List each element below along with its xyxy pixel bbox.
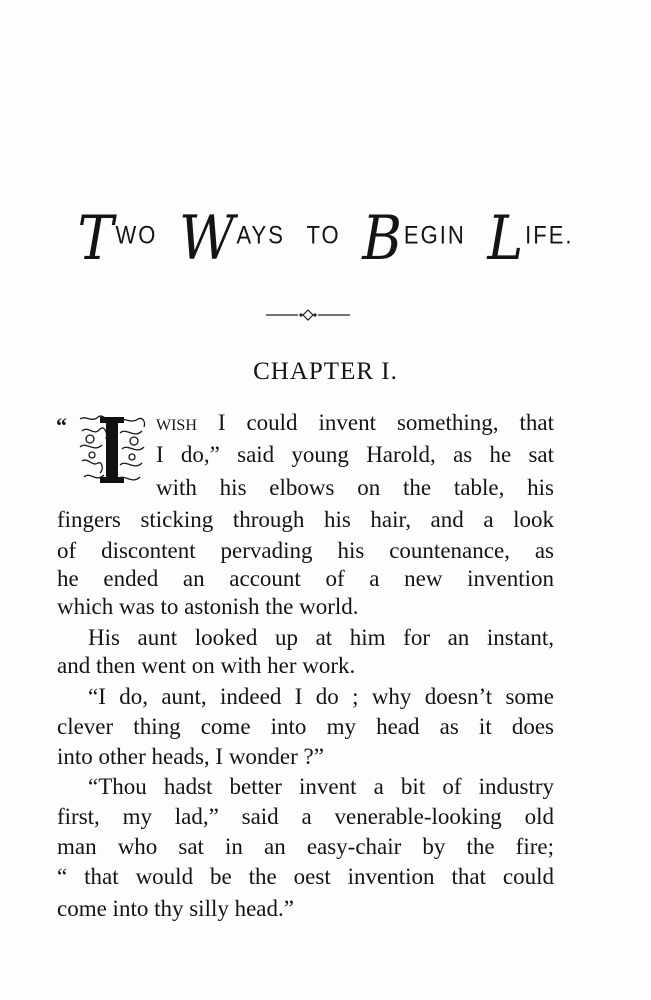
text-line: first, my lad,” said a venerable-looking old xyxy=(57,804,554,829)
title-word: BEGIN xyxy=(362,203,466,274)
title-word: TO xyxy=(306,221,341,250)
text-line: fingers sticking through his hair, and a look xyxy=(57,507,554,532)
drop-cap-letter: I xyxy=(111,457,113,458)
chapter-heading: CHAPTER I. xyxy=(253,358,398,385)
opening-word: wish xyxy=(156,410,197,435)
text-line: I do,” said young Harold, as he sat xyxy=(156,442,554,467)
text-line: “ that would be the oest invention that could xyxy=(57,864,554,889)
opening-quote: “ xyxy=(56,413,67,438)
title-word: TWO xyxy=(77,203,158,274)
ornament-divider xyxy=(266,306,350,324)
text-line: His aunt looked up at him for an instant, xyxy=(88,625,554,650)
text-line: into other heads, I wonder ?” xyxy=(57,744,324,769)
text-line: come into thy silly head.” xyxy=(57,896,294,921)
text-line: he ended an account of a new invention xyxy=(57,566,554,591)
text-line: with his elbows on the table, his xyxy=(156,475,554,500)
text-line: man who sat in an easy-chair by the fire; xyxy=(57,834,554,859)
text-line: “I do, aunt, indeed I do ; why doesn’t some xyxy=(88,684,554,709)
text-line: of discontent pervading his countenance, as xyxy=(57,538,554,563)
ornamental-drop-cap-i xyxy=(76,413,148,487)
book-title xyxy=(0,203,651,274)
text-line: “Thou hadst better invent a bit of industry xyxy=(88,774,554,799)
text-line: which was to astonish the world. xyxy=(57,594,359,619)
text-line: wish I could invent something, that xyxy=(156,410,554,435)
title-word: WAYS xyxy=(178,203,285,274)
text-line: clever thing come into my head as it does xyxy=(57,714,554,739)
text-line: and then went on with her work. xyxy=(57,653,356,678)
title-word: LIFE. xyxy=(487,203,574,274)
